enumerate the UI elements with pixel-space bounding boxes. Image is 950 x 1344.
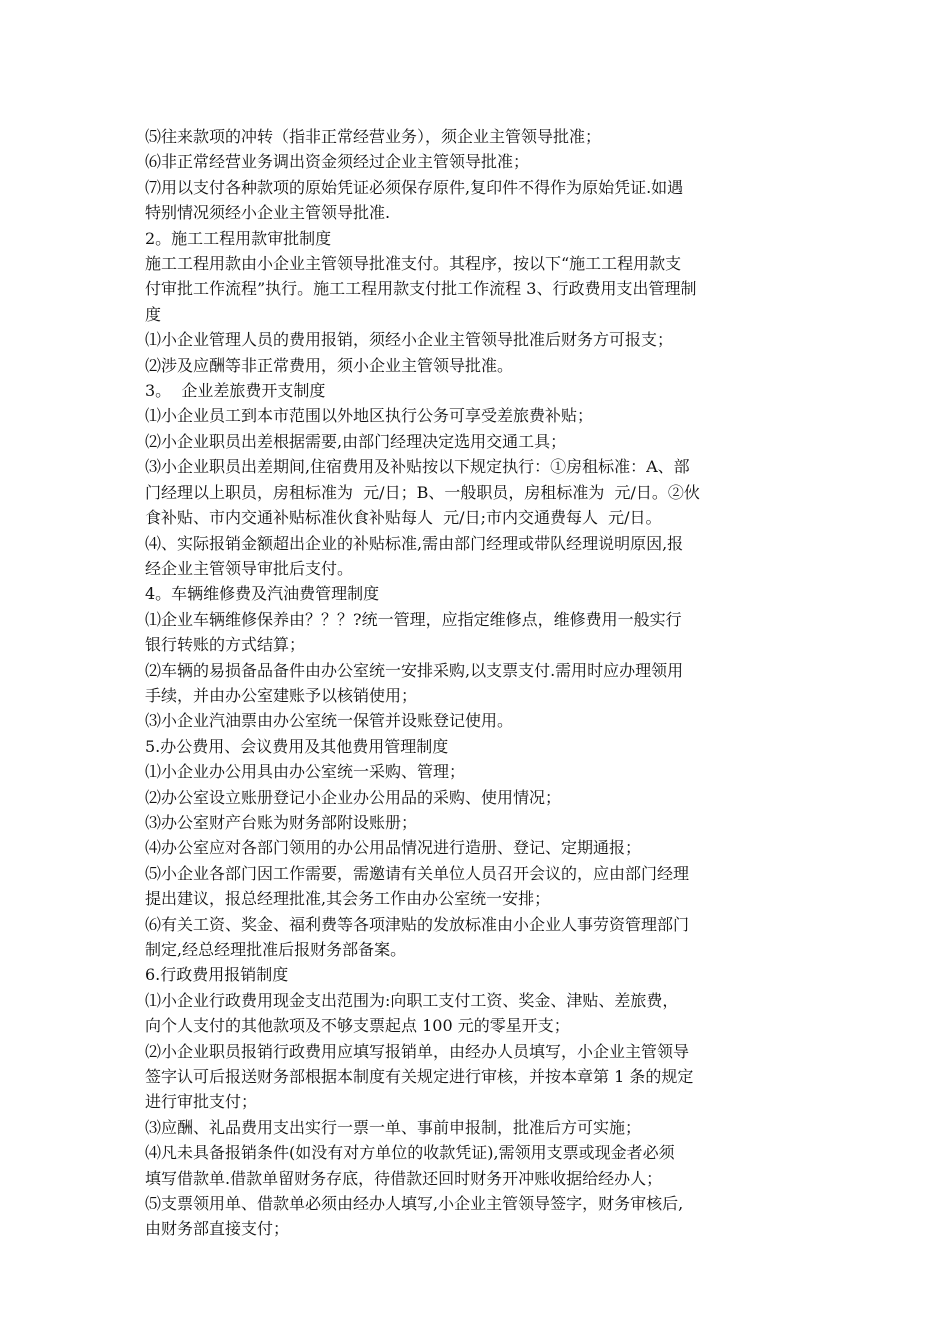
text-line: ⑸往来款项的冲转（指非正常经营业务），须企业主管领导批准； (145, 127, 602, 146)
text-line: ⑷办公室应对各部门领用的办公用品情况进行造册、登记、定期通报； (145, 838, 642, 858)
text-line: 向个人支付的其他款项及不够支票起点 100 元的零星开支； (145, 1016, 570, 1036)
text-line: ⑶办公室财产台账为财务部附设账册； (145, 812, 418, 832)
section-heading: 4。车辆维修费及汽油费管理制度 (145, 584, 380, 604)
text-line: 签字认可后报送财务部根据本制度有关规定进行审核，并按本章第 1 条的规定 (145, 1067, 694, 1087)
text-line: 门经理以上职员，房租标准为 元/日；B、一般职员，房租标准为 元/日。②伙 (145, 482, 700, 502)
section-heading: 2。施工工程用款审批制度 (145, 228, 332, 248)
section-heading: 3。 企业差旅费开支制度 (145, 381, 326, 401)
text-line: 度 (145, 304, 162, 324)
text-line: 填写借款单.借款单留财务存底，待借款还回时财务开冲账收据给经办人； (145, 1168, 663, 1188)
text-line: ⑷凡未具备报销条件(如没有对方单位的收款凭证),需领用支票或现金者必须 (145, 1143, 675, 1163)
text-line: ⑵车辆的易损备品备件由办公室统一安排采购,以支票支付.需用时应办理领用 (145, 660, 684, 680)
section-heading: 5.办公费用、会议费用及其他费用管理制度 (145, 736, 449, 756)
text-line: 施工工程用款由小企业主管领导批准支付。其程序，按以下“施工工程用款支 (145, 254, 682, 274)
text-line: 制定,经总经理批准后报财务部备案。 (145, 940, 407, 959)
text-line: ⑵涉及应酬等非正常费用，须小企业主管领导批准。 (145, 355, 514, 375)
text-line: ⑴企业车辆维修保养由？？？?统一管理，应指定维修点，维修费用一般实行 (145, 609, 682, 629)
text-line: ⑴小企业行政费用现金支出范围为:向职工支付工资、奖金、津贴、差旅费， (145, 990, 679, 1010)
text-line: 付审批工作流程”执行。施工工程用款支付批工作流程 3、行政费用支出管理制 (145, 279, 697, 299)
text-line: 特别情况须经小企业主管领导批准. (145, 203, 391, 223)
document-body (145, 124, 805, 1242)
text-line: ⑺用以支付各种款项的原始凭证必须保存原件,复印件不得作为原始凭证.如遇 (145, 177, 684, 197)
text-line: ⑶小企业汽油票由办公室统一保管并设账登记使用。 (145, 711, 514, 731)
section-heading: 6.行政费用报销制度 (145, 965, 289, 985)
text-line: 进行审批支付； (145, 1092, 258, 1112)
text-line: ⑵办公室设立账册登记小企业办公用品的采购、使用情况； (145, 787, 562, 807)
text-line: ⑴小企业办公用具由办公室统一采购、管理； (145, 762, 466, 782)
text-line: ⑵小企业职员报销行政费用应填写报销单，由经办人员填写，小企业主管领导 (145, 1041, 690, 1061)
text-line: ⑵小企业职员出差根据需要,由部门经理决定选用交通工具； (145, 431, 567, 451)
text-line: ⑸小企业各部门因工作需要，需邀请有关单位人员召开会议的，应由部门经理 (145, 863, 690, 883)
text-line: ⑴小企业管理人员的费用报销，须经小企业主管领导批准后财务方可报支； (145, 330, 674, 350)
text-line: ⑹非正常经营业务调出资金须经过企业主管领导批准； (145, 152, 530, 172)
text-line: 由财务部直接支付； (145, 1219, 290, 1239)
text-line: ⑶应酬、礼品费用支出实行一票一单、事前申报制，批准后方可实施； (145, 1117, 642, 1137)
text-line: ⑸支票领用单、借款单必须由经办人填写,小企业主管领导签字，财务审核后, (145, 1194, 684, 1214)
text-line: 银行转账的方式结算； (145, 635, 306, 655)
text-line: ⑴小企业员工到本市范围以外地区执行公务可享受差旅费补贴； (145, 406, 594, 426)
text-line: 经企业主管领导审批后支付。 (145, 558, 354, 578)
text-line: ⑹有关工资、奖金、福利费等各项津贴的发放标准由小企业人事劳资管理部门 (145, 914, 690, 934)
text-line: ⑷、实际报销金额超出企业的补贴标准,需由部门经理或带队经理说明原因,报 (145, 533, 684, 553)
text-line: 手续，并由办公室建账予以核销使用； (145, 685, 418, 705)
text-line: ⑶小企业职员出差期间,住宿费用及补贴按以下规定执行：①房租标准：A、部 (145, 457, 690, 477)
text-line: 食补贴、市内交通补贴标准伙食补贴每人 元/日;市内交通费每人 元/日。 (145, 508, 662, 528)
text-line: 提出建议，报总经理批准,其会务工作由办公室统一安排； (145, 889, 551, 909)
